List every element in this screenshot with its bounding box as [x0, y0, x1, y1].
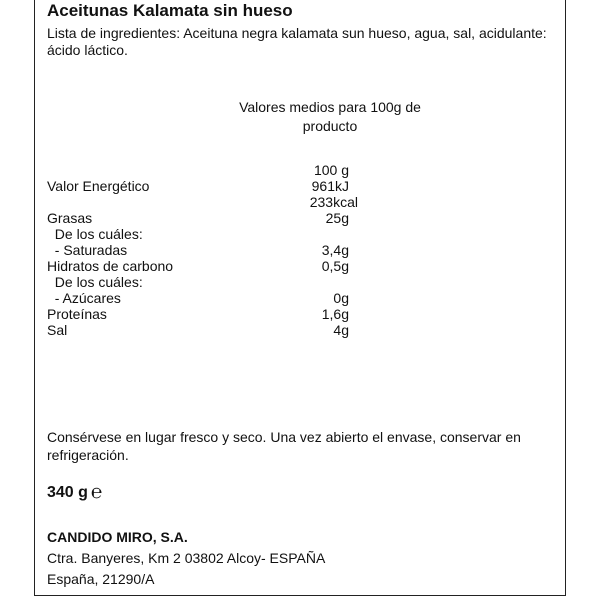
ingredients-list: Lista de ingredientes: Aceituna negra kalamata sun hueso, agua, sal, acidulante: ácido láctico.	[47, 25, 547, 58]
nutrition-row-value: 961kJ	[311, 178, 349, 194]
net-weight-amount: 340 g	[47, 484, 88, 501]
nutrition-row-name: Hidratos de carbono	[47, 258, 174, 274]
nutrition-header: Valores medios para 100g de producto	[239, 99, 421, 134]
nutrition-row-name: Proteínas	[47, 306, 107, 322]
nutrition-row-value: 233kcal	[309, 194, 358, 210]
estimated-sign-icon: ℮	[90, 482, 103, 503]
nutrition-row-name: - Azúcares	[47, 290, 121, 306]
manufacturer-name: CANDIDO MIRO, S.A.	[47, 529, 188, 545]
nutrition-row-name: De los cuáles:	[47, 274, 143, 290]
manufacturer-registry: España, 21290/A	[47, 571, 155, 587]
manufacturer-address: Ctra. Banyeres, Km 2 03802 Alcoy- ESPAÑA	[47, 550, 326, 566]
nutrition-row-name: Sal	[47, 322, 68, 338]
product-title: Aceitunas Kalamata sin hueso	[47, 1, 293, 20]
label-box	[34, 0, 566, 596]
nutrition-row-value: 4g	[333, 322, 349, 338]
nutrition-row-value: 0,5g	[321, 258, 349, 274]
nutrition-row-name: De los cuáles:	[47, 226, 143, 242]
nutrition-column-header: 100 g	[313, 162, 349, 178]
nutrition-row-name: Grasas	[47, 210, 93, 226]
nutrition-row-value: 3,4g	[321, 242, 349, 258]
nutrition-row-value: 0g	[333, 290, 349, 306]
storage-instructions: Consérvese en lugar fresco y seco. Una vez abierto el envase, conservar en refrigeración.	[47, 429, 521, 463]
nutrition-row-value: 1,6g	[321, 306, 349, 322]
nutrition-row-name: - Saturadas	[47, 242, 128, 258]
net-weight	[47, 482, 102, 503]
nutrition-row-value: 25g	[325, 210, 349, 226]
nutrition-row-name: Valor Energético	[47, 178, 150, 194]
